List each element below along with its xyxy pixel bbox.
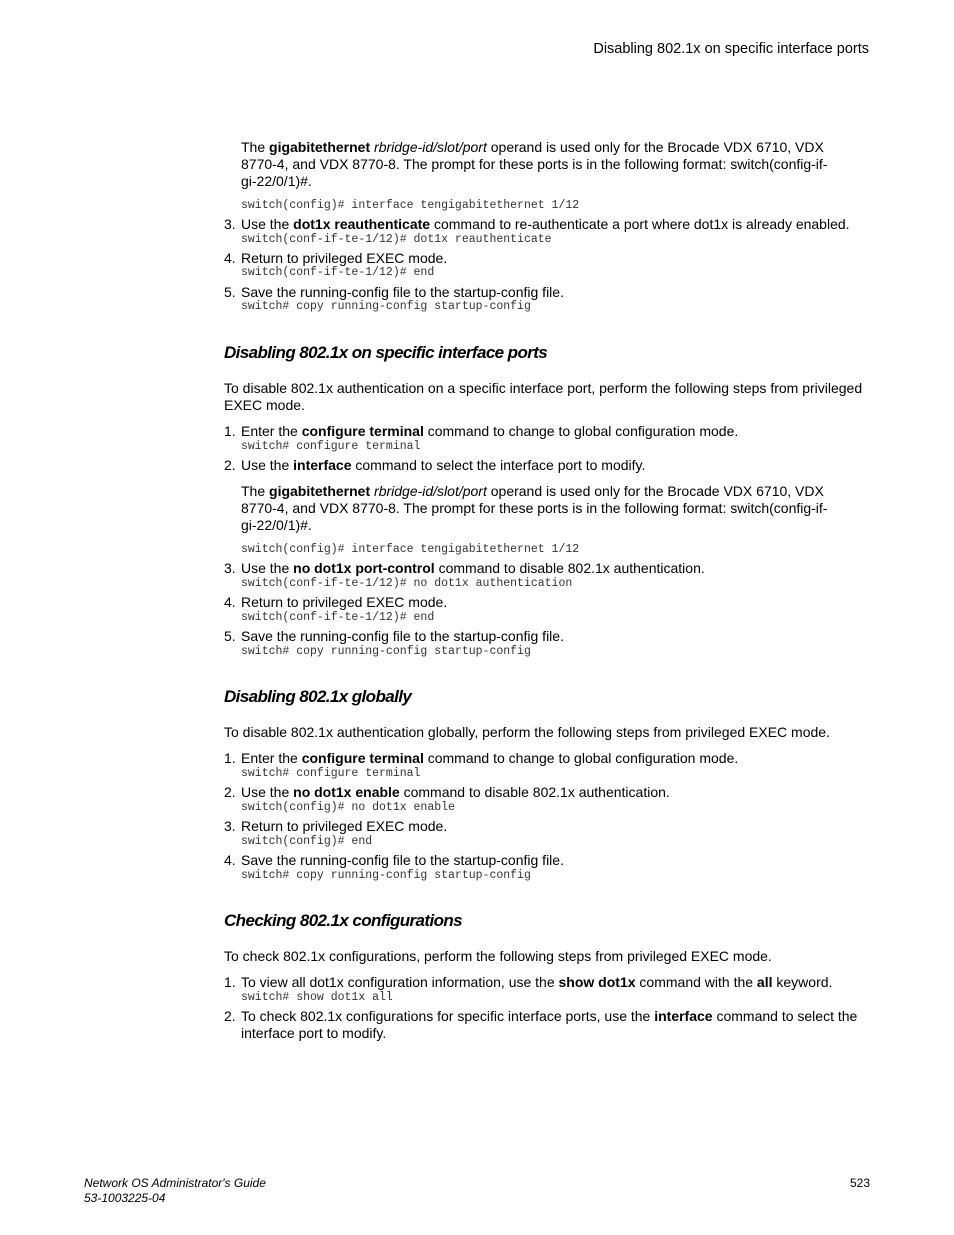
note-paragraph-line3: gi-22/0/1)#. <box>241 517 312 533</box>
step-number: 5. <box>224 628 236 644</box>
note-paragraph: The gigabitethernet rbridge-id/slot/port operand is used only for the Brocade VDX 6710, VDX <box>241 483 824 499</box>
section-heading: Disabling 802.1x globally <box>224 687 412 706</box>
code-sample: switch# copy running-config startup-config <box>241 869 531 882</box>
code-sample: switch# configure terminal <box>241 440 421 453</box>
step-text: To view all dot1x configuration information, use the show dot1x command with the all keyword. <box>241 974 833 990</box>
note-paragraph: The gigabitethernet rbridge-id/slot/port operand is used only for the Brocade VDX 6710, VDX <box>241 139 824 155</box>
step-number: 4. <box>224 852 236 868</box>
code-sample: switch# show dot1x all <box>241 991 393 1004</box>
step-text: Return to privileged EXEC mode. <box>241 594 448 610</box>
step-text: Save the running-config file to the startup-config file. <box>241 628 564 644</box>
step-number: 2. <box>224 457 236 473</box>
step-number: 4. <box>224 250 236 266</box>
code-sample: switch(conf-if-te-1/12)# no dot1x authentication <box>241 577 573 590</box>
code-sample: switch# copy running-config startup-config <box>241 645 531 658</box>
step-text: Return to privileged EXEC mode. <box>241 818 448 834</box>
step-number: 2. <box>224 784 236 800</box>
step-text: Enter the configure terminal command to change to global configuration mode. <box>241 423 739 439</box>
code-sample: switch# copy running-config startup-config <box>241 300 531 313</box>
step-number: 1. <box>224 750 236 766</box>
code-sample: switch(config)# end <box>241 835 373 848</box>
code-sample: switch# configure terminal <box>241 767 421 780</box>
intro-paragraph: To disable 802.1x authentication on a specific interface port, perform the following steps from privileged <box>224 380 863 396</box>
step-number: 3. <box>224 560 236 576</box>
step-text: Save the running-config file to the startup-config file. <box>241 284 564 300</box>
step-number: 3. <box>224 216 236 232</box>
note-paragraph-line2: 8770-4, and VDX 8770-8. The prompt for these ports is in the following format: switch(config-if- <box>241 500 828 516</box>
intro-paragraph-line2: EXEC mode. <box>224 397 305 413</box>
intro-paragraph: To disable 802.1x authentication globally, perform the following steps from privileged EXEC mode. <box>224 724 830 740</box>
running-header: Disabling 802.1x on specific interface ports <box>593 41 869 57</box>
step-text: Save the running-config file to the startup-config file. <box>241 852 564 868</box>
code-sample: switch(config)# interface tengigabitethernet 1/12 <box>241 199 580 212</box>
section-heading: Disabling 802.1x on specific interface ports <box>224 343 548 362</box>
code-sample: switch(conf-if-te-1/12)# dot1x reauthenticate <box>241 233 552 246</box>
footer-guide-title: Network OS Administrator's Guide <box>84 1176 266 1190</box>
step-number: 3. <box>224 818 236 834</box>
step-text: Return to privileged EXEC mode. <box>241 250 448 266</box>
code-sample: switch(config)# no dot1x enable <box>241 801 455 814</box>
code-sample: switch(conf-if-te-1/12)# end <box>241 266 435 279</box>
note-paragraph-line3: gi-22/0/1)#. <box>241 173 312 189</box>
note-paragraph-line2: 8770-4, and VDX 8770-8. The prompt for these ports is in the following format: switch(config-if- <box>241 156 828 172</box>
step-text: Use the interface command to select the interface port to modify. <box>241 457 646 473</box>
step-number: 5. <box>224 284 236 300</box>
code-sample: switch(conf-if-te-1/12)# end <box>241 611 435 624</box>
intro-paragraph: To check 802.1x configurations, perform the following steps from privileged EXEC mode. <box>224 948 772 964</box>
footer-doc-number: 53-1003225-04 <box>84 1191 166 1205</box>
step-text: Use the dot1x reauthenticate command to re-authenticate a port where dot1x is already enabled. <box>241 216 850 232</box>
section-heading: Checking 802.1x configurations <box>224 911 463 930</box>
step-number: 4. <box>224 594 236 610</box>
step-text: Use the no dot1x enable command to disable 802.1x authentication. <box>241 784 670 800</box>
step-number: 1. <box>224 423 236 439</box>
step-number: 1. <box>224 974 236 990</box>
step-number: 2. <box>224 1008 236 1024</box>
code-sample: switch(config)# interface tengigabitethernet 1/12 <box>241 543 580 556</box>
step-text: Use the no dot1x port-control command to disable 802.1x authentication. <box>241 560 705 576</box>
step-text: To check 802.1x configurations for specific interface ports, use the interface command to select the <box>241 1008 858 1024</box>
page-number: 523 <box>849 1176 870 1190</box>
step-text-line2: interface port to modify. <box>241 1025 387 1041</box>
step-text: Enter the configure terminal command to change to global configuration mode. <box>241 750 739 766</box>
